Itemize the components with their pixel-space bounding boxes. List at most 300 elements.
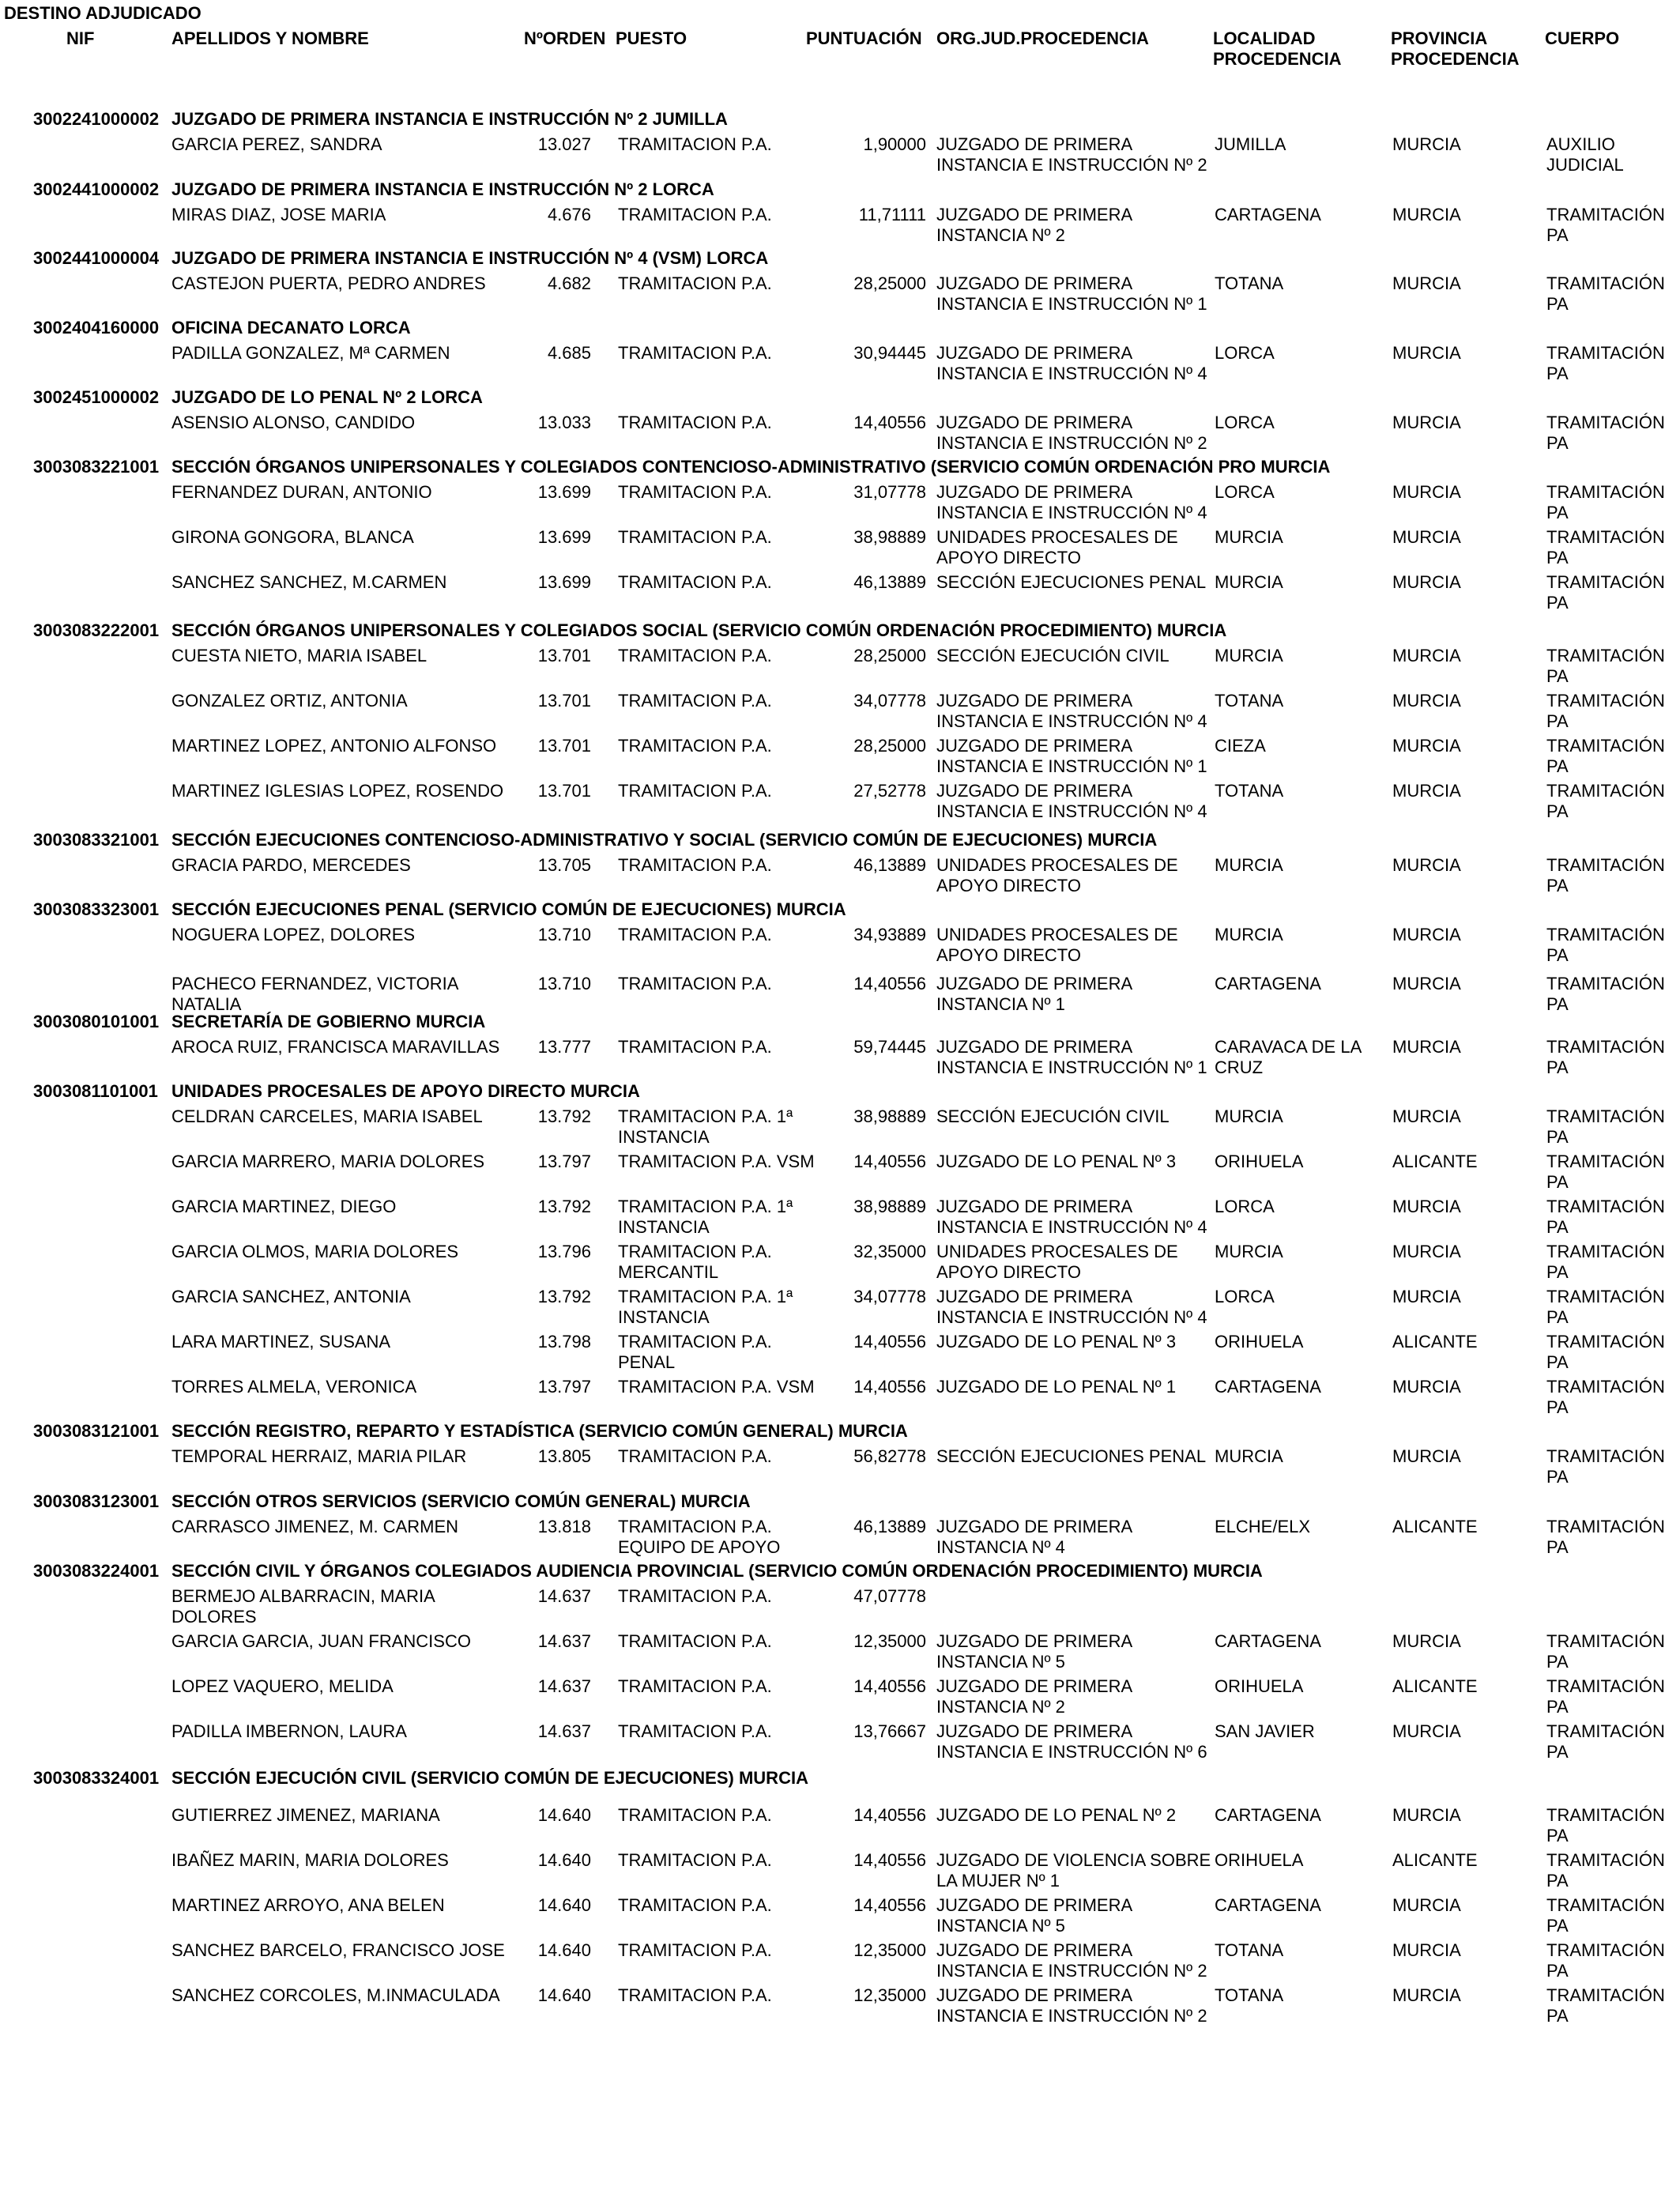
doc-title: DESTINO ADJUDICADO [4,3,202,23]
cell-cuerpo: TRAMITACIÓN PA [1546,974,1665,1014]
destination-code: 3002451000002 [33,387,160,407]
cell-name: TEMPORAL HERRAIZ, MARIA PILAR [171,1446,467,1466]
cell-puesto: TRAMITACION P.A. [618,736,772,756]
col-header-puesto: PUESTO [616,28,687,48]
cell-puesto: TRAMITACION P.A. [618,1940,772,1960]
cell-organo: JUZGADO DE PRIMERA INSTANCIA E INSTRUCCIÓN Nº 2 [936,1985,1207,2026]
cell-organo: SECCIÓN EJECUCIÓN CIVIL [936,646,1170,665]
cell-orden: 4.685 [547,343,591,363]
cell-localidad: TOTANA [1215,1940,1284,1960]
cell-orden: 14.640 [537,1985,591,2005]
cell-cuerpo: TRAMITACIÓN PA [1546,205,1665,245]
cell-localidad: SAN JAVIER [1215,1721,1315,1741]
cell-name: GARCIA SANCHEZ, ANTONIA [171,1287,411,1306]
cell-localidad: TOTANA [1215,691,1284,711]
cell-name: MARTINEZ LOPEZ, ANTONIO ALFONSO [171,736,497,756]
cell-cuerpo: TRAMITACIÓN PA [1546,1805,1665,1845]
cell-puesto: TRAMITACION P.A. [618,1721,772,1741]
cell-localidad: CARTAGENA [1215,1805,1321,1825]
cell-puesto: TRAMITACION P.A. VSM [618,1152,815,1171]
cell-puesto: TRAMITACION P.A. [618,1985,772,2005]
cell-localidad: MURCIA [1215,855,1283,875]
cell-puntuacion: 47,07778 [853,1586,926,1606]
cell-puesto: TRAMITACION P.A. [618,205,772,224]
cell-name: PADILLA GONZALEZ, Mª CARMEN [171,343,450,363]
cell-name: NOGUERA LOPEZ, DOLORES [171,925,416,944]
cell-name: SANCHEZ SANCHEZ, M.CARMEN [171,572,447,592]
cell-provincia: MURCIA [1392,1721,1461,1741]
destination-code: 3003080101001 [33,1012,160,1031]
cell-puesto: TRAMITACION P.A. [618,413,772,432]
cell-cuerpo: AUXILIO JUDICIAL [1546,134,1624,175]
cell-orden: 14.637 [537,1631,591,1651]
cell-name: FERNANDEZ DURAN, ANTONIO [171,482,432,502]
col-header-nif: NIF [66,28,95,48]
cell-provincia: MURCIA [1392,646,1461,665]
cell-localidad: MURCIA [1215,925,1283,944]
cell-orden: 14.637 [537,1676,591,1696]
destination-title: SECCIÓN EJECUCIÓN CIVIL (SERVICIO COMÚN DE EJECUCIONES) MURCIA [171,1768,808,1788]
cell-puntuacion: 12,35000 [853,1940,926,1960]
cell-name: GARCIA MARRERO, MARIA DOLORES [171,1152,485,1171]
cell-provincia: MURCIA [1392,1242,1461,1261]
cell-puesto: TRAMITACION P.A. 1ª INSTANCIA [618,1106,793,1147]
cell-orden: 13.699 [537,482,591,502]
cell-cuerpo: TRAMITACIÓN PA [1546,572,1665,613]
cell-orden: 13.705 [537,855,591,875]
col-header-orden: NºORDEN [524,28,606,48]
cell-localidad: TOTANA [1215,273,1284,293]
cell-provincia: MURCIA [1392,1985,1461,2005]
cell-localidad: CARTAGENA [1215,1377,1321,1397]
cell-organo: JUZGADO DE PRIMERA INSTANCIA Nº 5 [936,1631,1132,1672]
cell-localidad: LORCA [1215,1287,1275,1306]
cell-localidad: CARTAGENA [1215,1631,1321,1651]
cell-organo: JUZGADO DE PRIMERA INSTANCIA E INSTRUCCIÓN Nº 2 [936,1940,1207,1981]
cell-name: GRACIA PARDO, MERCEDES [171,855,411,875]
cell-puesto: TRAMITACION P.A. MERCANTIL [618,1242,772,1282]
cell-organo: JUZGADO DE PRIMERA INSTANCIA E INSTRUCCIÓN Nº 4 [936,343,1207,383]
cell-cuerpo: TRAMITACIÓN PA [1546,1850,1665,1891]
cell-puntuacion: 38,98889 [853,1106,926,1126]
cell-name: CASTEJON PUERTA, PEDRO ANDRES [171,273,486,293]
cell-name: GARCIA MARTINEZ, DIEGO [171,1197,397,1216]
cell-puntuacion: 56,82778 [853,1446,926,1466]
cell-puesto: TRAMITACION P.A. [618,273,772,293]
cell-name: GARCIA PEREZ, SANDRA [171,134,382,154]
cell-puntuacion: 14,40556 [853,1377,926,1397]
destination-code: 3002404160000 [33,318,160,337]
cell-orden: 13.710 [537,925,591,944]
cell-puesto: TRAMITACION P.A. 1ª INSTANCIA [618,1197,793,1237]
cell-puesto: TRAMITACION P.A. [618,1037,772,1057]
cell-puntuacion: 28,25000 [853,646,926,665]
cell-provincia: MURCIA [1392,134,1461,154]
cell-puntuacion: 27,52778 [853,781,926,801]
cell-cuerpo: TRAMITACIÓN PA [1546,1332,1665,1372]
cell-name: PACHECO FERNANDEZ, VICTORIA NATALIA [171,974,458,1014]
cell-localidad: MURCIA [1215,1446,1283,1466]
cell-puntuacion: 14,40556 [853,1850,926,1870]
cell-cuerpo: TRAMITACIÓN PA [1546,1721,1665,1762]
cell-provincia: ALICANTE [1392,1332,1478,1351]
cell-organo: JUZGADO DE PRIMERA INSTANCIA E INSTRUCCIÓN Nº 4 [936,482,1207,522]
cell-provincia: MURCIA [1392,1446,1461,1466]
cell-cuerpo: TRAMITACIÓN PA [1546,527,1665,567]
cell-organo: JUZGADO DE PRIMERA INSTANCIA Nº 2 [936,1676,1132,1717]
col-header-puntuacion: PUNTUACIÓN [806,28,922,48]
cell-puntuacion: 14,40556 [853,1805,926,1825]
cell-cuerpo: TRAMITACIÓN PA [1546,925,1665,965]
cell-orden: 13.797 [537,1377,591,1397]
cell-localidad: CARTAGENA [1215,205,1321,224]
cell-provincia: MURCIA [1392,1377,1461,1397]
cell-puesto: TRAMITACION P.A. [618,572,772,592]
col-header-organo: ORG.JUD.PROCEDENCIA [936,28,1149,48]
cell-cuerpo: TRAMITACIÓN PA [1546,1446,1665,1487]
destination-code: 3003081101001 [33,1081,158,1101]
cell-puesto: TRAMITACION P.A. [618,1446,772,1466]
destination-code: 3003083323001 [33,899,160,919]
cell-organo: SECCIÓN EJECUCIÓN CIVIL [936,1106,1170,1126]
cell-puntuacion: 38,98889 [853,527,926,547]
cell-provincia: MURCIA [1392,1940,1461,1960]
cell-puntuacion: 34,07778 [853,1287,926,1306]
cell-cuerpo: TRAMITACIÓN PA [1546,1287,1665,1327]
destination-code: 3002441000002 [33,179,160,199]
cell-puesto: TRAMITACION P.A. [618,974,772,993]
destination-title: SECCIÓN CIVIL Y ÓRGANOS COLEGIADOS AUDIENCIA PROVINCIAL (SERVICIO COMÚN ORDENACIÓN PROCEDIMIENTO) MURCIA [171,1561,1263,1581]
cell-cuerpo: TRAMITACIÓN PA [1546,1517,1665,1557]
cell-puntuacion: 14,40556 [853,1895,926,1915]
cell-localidad: TOTANA [1215,1985,1284,2005]
cell-provincia: MURCIA [1392,1106,1461,1126]
cell-puesto: TRAMITACION P.A. [618,1676,772,1696]
col-header-provincia: PROVINCIA [1391,28,1488,48]
cell-provincia: MURCIA [1392,736,1461,756]
destination-code: 3002441000004 [33,248,160,268]
cell-puesto: TRAMITACION P.A. VSM [618,1377,815,1397]
cell-organo: JUZGADO DE PRIMERA INSTANCIA Nº 4 [936,1517,1132,1557]
cell-puntuacion: 31,07778 [853,482,926,502]
cell-orden: 13.033 [537,413,591,432]
destination-title: SECCIÓN OTROS SERVICIOS (SERVICIO COMÚN GENERAL) MURCIA [171,1491,751,1511]
cell-provincia: MURCIA [1392,925,1461,944]
cell-cuerpo: TRAMITACIÓN PA [1546,781,1665,821]
destination-title: SECCIÓN REGISTRO, REPARTO Y ESTADÍSTICA (SERVICIO COMÚN GENERAL) MURCIA [171,1421,908,1441]
destination-title: SECCIÓN ÓRGANOS UNIPERSONALES Y COLEGIADOS CONTENCIOSO-ADMINISTRATIVO (SERVICIO COMÚN ORDENACIÓN PRO MURCIA [171,457,1331,477]
cell-orden: 13.792 [537,1287,591,1306]
cell-localidad: ORIHUELA [1215,1676,1304,1696]
cell-provincia: MURCIA [1392,855,1461,875]
destination-code: 3003083222001 [33,620,160,640]
cell-puntuacion: 14,40556 [853,1676,926,1696]
cell-localidad: LORCA [1215,1197,1275,1216]
cell-cuerpo: TRAMITACIÓN PA [1546,736,1665,776]
cell-puesto: TRAMITACION P.A. [618,482,772,502]
destination-title: SECRETARÍA DE GOBIERNO MURCIA [171,1012,486,1031]
cell-organo: JUZGADO DE PRIMERA INSTANCIA E INSTRUCCIÓN Nº 2 [936,134,1207,175]
cell-localidad: CARAVACA DE LA CRUZ [1215,1037,1362,1077]
cell-puntuacion: 14,40556 [853,1332,926,1351]
cell-orden: 13.699 [537,572,591,592]
cell-puntuacion: 12,35000 [853,1985,926,2005]
cell-organo: JUZGADO DE PRIMERA INSTANCIA E INSTRUCCIÓN Nº 2 [936,413,1207,453]
cell-orden: 4.682 [547,273,591,293]
destination-code: 3002241000002 [33,109,160,129]
destination-title: SECCIÓN ÓRGANOS UNIPERSONALES Y COLEGIADOS SOCIAL (SERVICIO COMÚN ORDENACIÓN PROCEDIMIENTO) MURCIA [171,620,1227,640]
cell-puntuacion: 38,98889 [853,1197,926,1216]
cell-name: GIRONA GONGORA, BLANCA [171,527,414,547]
cell-orden: 13.798 [537,1332,591,1351]
col-header-provincia-sub: PROCEDENCIA [1391,49,1520,69]
cell-name: CELDRAN CARCELES, MARIA ISABEL [171,1106,483,1126]
cell-cuerpo: TRAMITACIÓN PA [1546,646,1665,686]
cell-puesto: TRAMITACION P.A. EQUIPO DE APOYO [618,1517,781,1557]
cell-organo: UNIDADES PROCESALES DE APOYO DIRECTO [936,1242,1178,1282]
cell-organo: UNIDADES PROCESALES DE APOYO DIRECTO [936,855,1178,895]
cell-localidad: ORIHUELA [1215,1332,1304,1351]
destination-title: JUZGADO DE PRIMERA INSTANCIA E INSTRUCCIÓN Nº 2 LORCA [171,179,714,199]
cell-name: IBAÑEZ MARIN, MARIA DOLORES [171,1850,449,1870]
destination-code: 3003083123001 [33,1491,160,1511]
cell-localidad: MURCIA [1215,646,1283,665]
cell-cuerpo: TRAMITACIÓN PA [1546,1985,1665,2026]
cell-localidad: LORCA [1215,413,1275,432]
cell-organo: JUZGADO DE PRIMERA INSTANCIA E INSTRUCCIÓN Nº 4 [936,1287,1207,1327]
destination-code: 3003083321001 [33,830,160,850]
cell-name: CARRASCO JIMENEZ, M. CARMEN [171,1517,459,1536]
cell-organo: JUZGADO DE PRIMERA INSTANCIA E INSTRUCCIÓN Nº 4 [936,781,1207,821]
cell-organo: UNIDADES PROCESALES DE APOYO DIRECTO [936,925,1178,965]
cell-puesto: TRAMITACION P.A. [618,134,772,154]
cell-puesto: TRAMITACION P.A. [618,1631,772,1651]
destination-title: JUZGADO DE PRIMERA INSTANCIA E INSTRUCCIÓN Nº 4 (VSM) LORCA [171,248,769,268]
cell-localidad: MURCIA [1215,1106,1283,1126]
cell-organo: JUZGADO DE PRIMERA INSTANCIA E INSTRUCCIÓN Nº 1 [936,1037,1207,1077]
cell-puesto: TRAMITACION P.A. [618,527,772,547]
cell-provincia: MURCIA [1392,1287,1461,1306]
cell-organo: SECCIÓN EJECUCIONES PENAL [936,572,1207,592]
cell-puntuacion: 14,40556 [853,974,926,993]
cell-orden: 14.640 [537,1805,591,1825]
destination-title: JUZGADO DE PRIMERA INSTANCIA E INSTRUCCIÓN Nº 2 JUMILLA [171,109,728,129]
cell-cuerpo: TRAMITACIÓN PA [1546,1676,1665,1717]
cell-cuerpo: TRAMITACIÓN PA [1546,482,1665,522]
cell-name: BERMEJO ALBARRACIN, MARIA DOLORES [171,1586,435,1627]
cell-provincia: MURCIA [1392,1805,1461,1825]
cell-provincia: MURCIA [1392,482,1461,502]
destination-title: UNIDADES PROCESALES DE APOYO DIRECTO MURCIA [171,1081,640,1101]
cell-puntuacion: 1,90000 [863,134,926,154]
cell-provincia: ALICANTE [1392,1152,1478,1171]
cell-name: MARTINEZ ARROYO, ANA BELEN [171,1895,445,1915]
cell-organo: JUZGADO DE PRIMERA INSTANCIA E INSTRUCCIÓN Nº 6 [936,1721,1207,1762]
cell-puesto: TRAMITACION P.A. 1ª INSTANCIA [618,1287,793,1327]
cell-provincia: MURCIA [1392,273,1461,293]
cell-localidad: ORIHUELA [1215,1152,1304,1171]
cell-puesto: TRAMITACION P.A. [618,1586,772,1606]
cell-localidad: MURCIA [1215,527,1283,547]
cell-organo: JUZGADO DE PRIMERA INSTANCIA Nº 1 [936,974,1132,1014]
cell-provincia: MURCIA [1392,1037,1461,1057]
cell-organo: UNIDADES PROCESALES DE APOYO DIRECTO [936,527,1178,567]
cell-organo: JUZGADO DE LO PENAL Nº 1 [936,1377,1177,1397]
cell-organo: JUZGADO DE PRIMERA INSTANCIA Nº 2 [936,205,1132,245]
cell-localidad: CARTAGENA [1215,974,1321,993]
cell-orden: 13.027 [537,134,591,154]
cell-organo: JUZGADO DE PRIMERA INSTANCIA E INSTRUCCIÓN Nº 4 [936,1197,1207,1237]
cell-orden: 13.792 [537,1197,591,1216]
cell-name: AROCA RUIZ, FRANCISCA MARAVILLAS [171,1037,500,1057]
cell-puesto: TRAMITACION P.A. [618,925,772,944]
cell-localidad: LORCA [1215,482,1275,502]
cell-puntuacion: 14,40556 [853,413,926,432]
cell-provincia: MURCIA [1392,974,1461,993]
cell-organo: JUZGADO DE LO PENAL Nº 2 [936,1805,1177,1825]
cell-localidad: MURCIA [1215,1242,1283,1261]
cell-name: ASENSIO ALONSO, CANDIDO [171,413,416,432]
cell-organo: JUZGADO DE VIOLENCIA SOBRE LA MUJER Nº 1 [936,1850,1211,1891]
cell-orden: 14.640 [537,1895,591,1915]
col-header-localidad-sub: PROCEDENCIA [1213,49,1342,69]
cell-puntuacion: 34,93889 [853,925,926,944]
cell-puntuacion: 28,25000 [853,736,926,756]
cell-name: PADILLA IMBERNON, LAURA [171,1721,407,1741]
cell-name: MIRAS DIAZ, JOSE MARIA [171,205,386,224]
cell-puntuacion: 14,40556 [853,1152,926,1171]
cell-cuerpo: TRAMITACIÓN PA [1546,273,1665,314]
cell-provincia: ALICANTE [1392,1676,1478,1696]
cell-orden: 13.701 [537,781,591,801]
cell-localidad: LORCA [1215,343,1275,363]
cell-name: LARA MARTINEZ, SUSANA [171,1332,391,1351]
cell-cuerpo: TRAMITACIÓN PA [1546,1037,1665,1077]
cell-provincia: MURCIA [1392,527,1461,547]
cell-cuerpo: TRAMITACIÓN PA [1546,1197,1665,1237]
cell-cuerpo: TRAMITACIÓN PA [1546,413,1665,453]
cell-name: SANCHEZ CORCOLES, M.INMACULADA [171,1985,500,2005]
cell-orden: 13.710 [537,974,591,993]
destination-code: 3003083324001 [33,1768,160,1788]
destination-code: 3003083121001 [33,1421,160,1441]
cell-puesto: TRAMITACION P.A. [618,691,772,711]
cell-cuerpo: TRAMITACIÓN PA [1546,1631,1665,1672]
cell-puntuacion: 13,76667 [853,1721,926,1741]
cell-cuerpo: TRAMITACIÓN PA [1546,1940,1665,1981]
cell-provincia: MURCIA [1392,1895,1461,1915]
cell-cuerpo: TRAMITACIÓN PA [1546,1152,1665,1192]
cell-orden: 13.792 [537,1106,591,1126]
cell-puesto: TRAMITACION P.A. [618,855,772,875]
cell-organo: JUZGADO DE LO PENAL Nº 3 [936,1332,1177,1351]
cell-orden: 13.699 [537,527,591,547]
cell-localidad: CARTAGENA [1215,1895,1321,1915]
cell-orden: 13.805 [537,1446,591,1466]
cell-puntuacion: 46,13889 [853,1517,926,1536]
cell-puntuacion: 46,13889 [853,855,926,875]
cell-orden: 4.676 [547,205,591,224]
cell-puesto: TRAMITACION P.A. [618,1895,772,1915]
cell-provincia: MURCIA [1392,413,1461,432]
cell-organo: JUZGADO DE PRIMERA INSTANCIA E INSTRUCCIÓN Nº 1 [936,736,1207,776]
cell-orden: 13.777 [537,1037,591,1057]
cell-name: LOPEZ VAQUERO, MELIDA [171,1676,394,1696]
cell-organo: JUZGADO DE LO PENAL Nº 3 [936,1152,1177,1171]
cell-provincia: MURCIA [1392,1631,1461,1651]
cell-puesto: TRAMITACION P.A. [618,1850,772,1870]
cell-orden: 13.818 [537,1517,591,1536]
cell-puesto: TRAMITACION P.A. [618,1805,772,1825]
cell-puntuacion: 12,35000 [853,1631,926,1651]
cell-cuerpo: TRAMITACIÓN PA [1546,855,1665,895]
cell-puntuacion: 59,74445 [853,1037,926,1057]
destination-code: 3003083221001 [33,457,160,477]
cell-organo: JUZGADO DE PRIMERA INSTANCIA Nº 5 [936,1895,1132,1936]
destination-title: OFICINA DECANATO LORCA [171,318,411,337]
cell-cuerpo: TRAMITACIÓN PA [1546,1377,1665,1417]
cell-cuerpo: TRAMITACIÓN PA [1546,1242,1665,1282]
cell-localidad: ORIHUELA [1215,1850,1304,1870]
cell-puesto: TRAMITACION P.A. [618,646,772,665]
cell-orden: 13.701 [537,646,591,665]
cell-provincia: ALICANTE [1392,1517,1478,1536]
cell-puntuacion: 34,07778 [853,691,926,711]
cell-localidad: JUMILLA [1215,134,1286,154]
destination-title: SECCIÓN EJECUCIONES CONTENCIOSO-ADMINISTRATIVO Y SOCIAL (SERVICIO COMÚN DE EJECUCIONES) MURCIA [171,830,1158,850]
cell-name: GARCIA GARCIA, JUAN FRANCISCO [171,1631,471,1651]
cell-puesto: TRAMITACION P.A. PENAL [618,1332,772,1372]
cell-cuerpo: TRAMITACIÓN PA [1546,343,1665,383]
cell-orden: 13.796 [537,1242,591,1261]
cell-puesto: TRAMITACION P.A. [618,781,772,801]
destination-title: SECCIÓN EJECUCIONES PENAL (SERVICIO COMÚN DE EJECUCIONES) MURCIA [171,899,846,919]
cell-orden: 14.637 [537,1721,591,1741]
col-header-cuerpo: CUERPO [1545,28,1620,48]
cell-orden: 14.637 [537,1586,591,1606]
cell-puntuacion: 46,13889 [853,572,926,592]
cell-orden: 13.701 [537,691,591,711]
cell-cuerpo: TRAMITACIÓN PA [1546,1895,1665,1936]
cell-name: SANCHEZ BARCELO, FRANCISCO JOSE [171,1940,505,1960]
cell-organo: JUZGADO DE PRIMERA INSTANCIA E INSTRUCCIÓN Nº 4 [936,691,1207,731]
cell-provincia: MURCIA [1392,572,1461,592]
cell-puntuacion: 28,25000 [853,273,926,293]
cell-name: TORRES ALMELA, VERONICA [171,1377,417,1397]
cell-localidad: ELCHE/ELX [1215,1517,1311,1536]
cell-localidad: MURCIA [1215,572,1283,592]
cell-orden: 14.640 [537,1850,591,1870]
cell-provincia: MURCIA [1392,781,1461,801]
cell-name: GONZALEZ ORTIZ, ANTONIA [171,691,408,711]
destination-code: 3003083224001 [33,1561,160,1581]
cell-organo: SECCIÓN EJECUCIONES PENAL [936,1446,1207,1466]
cell-orden: 13.701 [537,736,591,756]
cell-puntuacion: 11,71111 [858,205,926,224]
cell-name: GARCIA OLMOS, MARIA DOLORES [171,1242,459,1261]
destination-title: JUZGADO DE LO PENAL Nº 2 LORCA [171,387,483,407]
cell-name: GUTIERREZ JIMENEZ, MARIANA [171,1805,440,1825]
cell-localidad: CIEZA [1215,736,1266,756]
cell-provincia: MURCIA [1392,1197,1461,1216]
cell-name: CUESTA NIETO, MARIA ISABEL [171,646,428,665]
cell-cuerpo: TRAMITACIÓN PA [1546,691,1665,731]
cell-orden: 14.640 [537,1940,591,1960]
cell-name: MARTINEZ IGLESIAS LOPEZ, ROSENDO [171,781,504,801]
cell-puntuacion: 30,94445 [853,343,926,363]
cell-provincia: MURCIA [1392,205,1461,224]
col-header-localidad: LOCALIDAD [1213,28,1316,48]
